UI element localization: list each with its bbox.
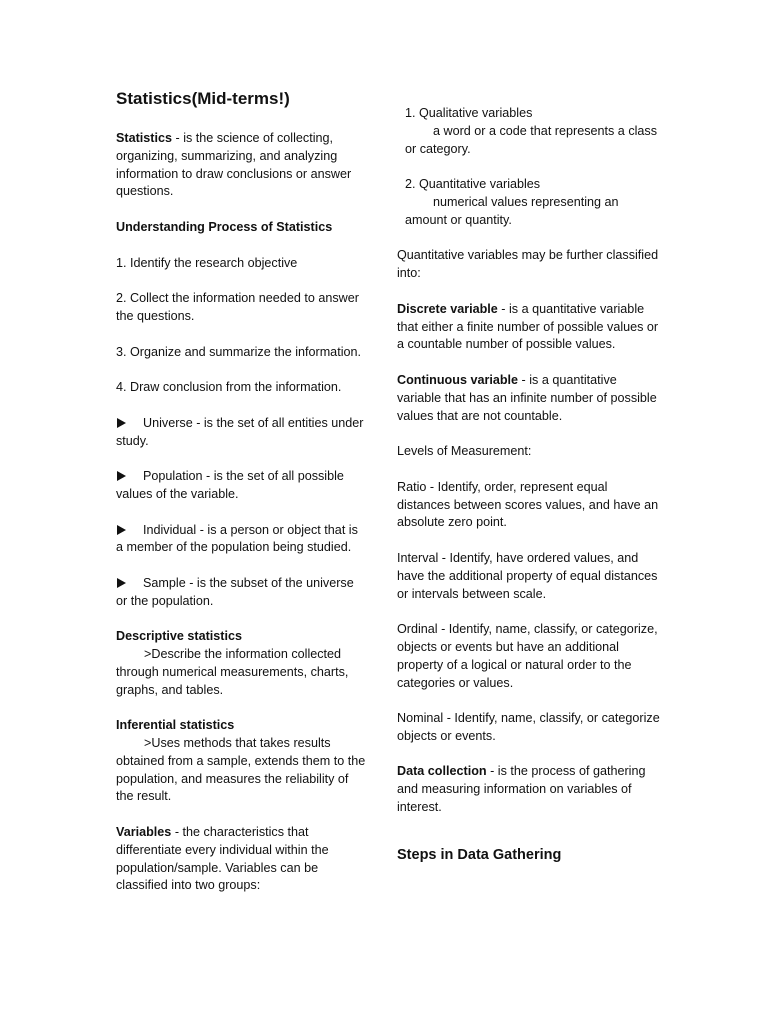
quantitative-item — [397, 176, 662, 229]
sample-text: Sample - is the subset of the universe or the population. — [116, 575, 354, 608]
understanding-heading-text: Understanding Process of Statistics — [116, 219, 333, 234]
continuous-term: Continuous variable — [397, 372, 519, 387]
statistics-def-text: - is the science of collecting, organizing, summarizing, and analyzing information to draw conclusions or answer questions. — [116, 131, 352, 199]
data-collection-def-text: - is the process of gathering and measuring information on variables of interest. — [397, 764, 646, 815]
variables-def-text: - the characteristics that differentiate every individual within the population/sample. Variables can be classified into two groups: — [116, 825, 329, 893]
qualitative-number: 1. — [405, 106, 416, 120]
bullet-sample — [116, 575, 366, 611]
descriptive-heading — [116, 628, 366, 646]
discrete-def-text: - is a quantitative variable that either a finite number of possible values or a countable number of possible values. — [397, 301, 659, 352]
discrete-term: Discrete variable — [397, 301, 498, 316]
individual-text: Individual - is a person or object that is a member of the population being studied. — [116, 522, 358, 555]
nominal-level: Nominal - Identify, name, classify, or categorize objects or events. — [397, 711, 660, 743]
arrow-bullet-icon — [117, 525, 126, 535]
understanding-heading — [116, 219, 366, 237]
process-step-2: 2. Collect the information needed to answer the questions. — [116, 291, 359, 323]
continuous-def-text: - is a quantitative variable that has an infinite number of possible values that are not countable. — [397, 372, 657, 423]
data-collection-term: Data collection — [397, 764, 487, 779]
bullet-universe — [116, 415, 366, 451]
inferential-def-text: >Uses methods that takes results obtained from a sample, extends them to the population, and measures the reliability of the result. — [116, 736, 366, 804]
right-column — [397, 105, 662, 865]
variables-definition — [116, 824, 366, 895]
population-text: Population - is the set of all possible values of the variable. — [116, 469, 344, 501]
variables-term: Variables — [116, 825, 172, 840]
arrow-bullet-icon — [117, 471, 126, 481]
qualitative-item — [397, 105, 662, 158]
process-step-1: 1. Identify the research objective — [116, 255, 298, 270]
discrete-definition — [397, 301, 662, 354]
inferential-definition — [116, 735, 366, 806]
continuous-definition — [397, 372, 662, 425]
statistics-term: Statistics — [116, 131, 172, 145]
ratio-level: Ratio - Identify, order, represent equal distances between scores values, and have an absolute zero point. — [397, 479, 659, 530]
quantitative-def — [405, 194, 662, 230]
arrow-bullet-icon — [117, 578, 126, 588]
bullet-individual — [116, 522, 366, 558]
descriptive-def-text: >Describe the information collected through numerical measurements, charts, graphs, and tables. — [116, 647, 349, 697]
qualitative-def — [405, 123, 662, 159]
further-classified: Quantitative variables may be further classified into: — [397, 248, 659, 281]
arrow-bullet-icon — [117, 418, 126, 428]
steps-heading: Steps in Data Gathering — [397, 846, 562, 863]
descriptive-definition — [116, 646, 366, 699]
ordinal-level: Ordinal - Identify, name, classify, or categorize, objects or events but have an additional property of a logical or natural order to the categories or values. — [397, 622, 658, 690]
inferential-heading — [116, 717, 366, 735]
data-collection-definition — [397, 763, 662, 816]
inferential-heading-text: Inferential statistics — [116, 718, 235, 733]
descriptive-heading-text: Descriptive statistics — [116, 629, 242, 644]
statistics-definition — [116, 130, 366, 201]
bullet-population — [116, 468, 366, 504]
qualitative-def-text: a word or a code that represents a class or category. — [405, 123, 658, 156]
process-step-3: 3. Organize and summarize the information. — [116, 344, 361, 359]
process-step-4: 4. Draw conclusion from the information. — [116, 380, 342, 395]
left-column — [116, 88, 366, 895]
universe-text: Universe - is the set of all entities under study. — [116, 415, 364, 448]
quantitative-def-text: numerical values representing an amount or quantity. — [405, 194, 619, 227]
quantitative-number: 2. — [405, 177, 416, 192]
levels-heading: Levels of Measurement: — [397, 444, 532, 459]
quantitative-title: Quantitative variables — [419, 177, 541, 192]
qualitative-title: Qualitative variables — [419, 106, 533, 120]
interval-level: Interval - Identify, have ordered values, and have the additional property of equal distances or intervals between scale. — [397, 550, 658, 601]
page-title: Statistics(Mid-terms!) — [116, 89, 290, 108]
